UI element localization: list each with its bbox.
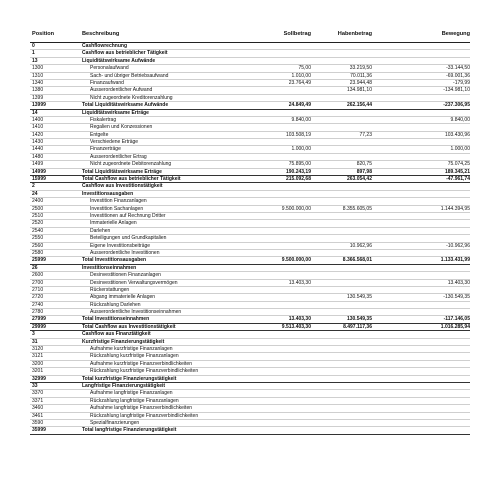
row-position: 35999 [32, 427, 46, 434]
row-description: Immaterielle Anlagen [90, 220, 137, 227]
table-row [30, 309, 470, 316]
row-description: Eigene Investitionsbeiträge [90, 242, 151, 249]
table-row [30, 294, 470, 301]
row-habenbetrag: 10.962,96 [349, 242, 372, 249]
row-description: Nicht zugeordnete Debitorenzahlung [90, 161, 172, 168]
row-position: 2740 [32, 301, 44, 308]
table-row [30, 257, 470, 264]
row-position: 13999 [32, 102, 46, 109]
table-row [30, 376, 470, 383]
row-position: 2510 [32, 212, 44, 219]
row-position: 25999 [32, 257, 46, 264]
row-bewegung: -130.549,35 [443, 294, 470, 301]
table-row [30, 206, 470, 213]
row-habenbetrag: 134.981,10 [346, 87, 372, 94]
row-position: 3 [32, 331, 35, 338]
row-position: 14999 [32, 168, 46, 175]
table-row [30, 73, 470, 80]
row-bewegung: 1.016.285,94 [440, 323, 470, 330]
table-row [30, 139, 470, 146]
row-position: 3121 [32, 353, 44, 360]
row-position: 2720 [32, 294, 44, 301]
row-sollbetrag: 13.403,30 [288, 316, 311, 323]
row-description: Spezialfinanzierungen [90, 419, 140, 426]
row-description: Ausserordentliche Investitionseinnahmen [90, 309, 182, 316]
row-description: Total Cashflow aus Investitionstätigkeit [82, 323, 176, 330]
table-row [30, 154, 470, 161]
row-description: Rückzahlung langfristige Finanzanlagen [90, 397, 179, 404]
row-description: Aufnahme langfristige Finanzanlagen [90, 390, 173, 397]
row-description: Rückzahlung langfristige Finanzverbindlichkeiten [90, 412, 199, 419]
row-description: Total Cashflow aus betrieblicher Tätigkeit [82, 176, 181, 183]
row-description: Ausserordentliche Investitionen [90, 249, 160, 256]
row-sollbetrag: 9.500.000,00 [281, 205, 311, 212]
row-sollbetrag: 9.513.403,30 [281, 323, 311, 330]
row-sollbetrag: 103.508,19 [285, 131, 311, 138]
row-bewegung: -134.981,10 [443, 87, 470, 94]
row-position: 2780 [32, 309, 44, 316]
row-bewegung: 1.133.431,99 [440, 257, 470, 264]
row-description: Investitionseinnahmen [82, 264, 137, 271]
row-habenbetrag: 262.156,44 [346, 102, 372, 109]
row-description: Verschiedene Erträge [90, 139, 139, 146]
row-habenbetrag: 23.944,48 [349, 79, 372, 86]
row-position: 26 [32, 264, 38, 271]
row-description: Abgang immaterielle Anlagen [90, 294, 156, 301]
row-description: Nicht zugeordnete Kreditorenzahlung [90, 94, 173, 101]
table-row [30, 87, 470, 94]
row-position: 32999 [32, 375, 46, 382]
row-position: 3371 [32, 397, 44, 404]
row-position: 15999 [32, 176, 46, 183]
row-description: Ausserordentlicher Ertrag [90, 153, 147, 160]
row-position: 31 [32, 338, 38, 345]
row-bewegung: -69.001,36 [446, 72, 470, 79]
table-row [30, 316, 470, 323]
table-row [30, 43, 470, 50]
row-sollbetrag: 1.010,00 [291, 72, 311, 79]
row-description: Regalien und Konzessionen [90, 124, 153, 131]
table-row [30, 287, 470, 294]
row-description: Cashflow aus Finanztätigkeit [82, 331, 151, 338]
row-bewegung: -179,99 [453, 79, 470, 86]
table-row [30, 235, 470, 242]
table-row [30, 405, 470, 412]
row-position: 1440 [32, 146, 44, 153]
row-sollbetrag: 24.849,49 [288, 102, 311, 109]
row-description: Entgelte [90, 131, 109, 138]
row-position: 0 [32, 43, 35, 49]
table-row [30, 243, 470, 250]
row-sollbetrag: 190.243,19 [285, 168, 311, 175]
table-row [30, 146, 470, 153]
row-description: Aufnahme kurzfristige Finanzanlagen [90, 346, 173, 353]
row-position: 24 [32, 190, 38, 197]
table-row [30, 272, 470, 279]
row-description: Total kurzfristige Finanzierungstätigkeit [82, 375, 177, 382]
row-position: 3461 [32, 412, 44, 419]
row-habenbetrag: 33.219,50 [349, 65, 372, 72]
row-position: 14 [32, 109, 38, 116]
row-habenbetrag: 8.497.117,36 [343, 323, 372, 330]
row-description: Total langfristige Finanzierungstätigkeit [82, 427, 177, 434]
row-sollbetrag: 9.840,00 [291, 116, 311, 123]
row-position: 1399 [32, 94, 44, 101]
table-row [30, 427, 470, 434]
row-position: 3201 [32, 368, 44, 375]
row-position: 2580 [32, 249, 44, 256]
row-description: Kurzfristige Finanzierungstätigkeit [82, 338, 165, 345]
row-description: Ausserordentlicher Aufwand [90, 87, 153, 94]
row-position: 3460 [32, 405, 44, 412]
table-row [30, 368, 470, 375]
row-description: Finanzaufwand [90, 79, 124, 86]
row-bewegung: -33.144,50 [446, 65, 470, 72]
row-position: 1340 [32, 79, 44, 86]
row-bewegung: 1.000,00 [450, 146, 470, 153]
row-description: Investitionen auf Rechnung Dritter [90, 212, 166, 219]
row-description: Rückzahlung Darlehen [90, 301, 141, 308]
row-description: Fiskalertrag [90, 116, 117, 123]
row-position: 3590 [32, 419, 44, 426]
row-habenbetrag: 130.549,35 [346, 294, 372, 301]
row-habenbetrag: 8.355.605,05 [342, 205, 372, 212]
row-description: Investitionsausgaben [82, 190, 134, 197]
row-description: Aufnahme langfristige Finanzverbindlichkeiten [90, 405, 193, 412]
table-row [30, 324, 470, 331]
row-position: 1420 [32, 131, 44, 138]
row-position: 1300 [32, 65, 44, 72]
row-bewegung: 189.345,21 [444, 168, 470, 175]
row-description: Cashflowrechnung [82, 43, 128, 49]
table-row [30, 65, 470, 72]
table-row [30, 183, 470, 190]
table-row [30, 213, 470, 220]
row-description: Rückzahlung kurzfristige Finanzverbindlichkeiten [90, 368, 199, 375]
table-row [30, 346, 470, 353]
row-habenbetrag: 820,75 [356, 161, 372, 168]
row-description: Total Investitionseinnahmen [82, 316, 150, 323]
header-beschreibung: Beschreibung [82, 31, 120, 37]
row-position: 29999 [32, 323, 46, 330]
row-position: 1410 [32, 124, 44, 131]
row-description: Rückerstattungen [90, 286, 130, 293]
row-position: 1380 [32, 87, 44, 94]
row-description: Sach- und übriger Betriebsaufwand [90, 72, 169, 79]
row-position: 2500 [32, 205, 44, 212]
header-bewegung: Bewegung [441, 31, 470, 37]
row-bewegung: 75.074,25 [447, 161, 470, 168]
header-sollbetrag: Sollbetrag [283, 31, 311, 37]
table-row [30, 124, 470, 131]
table-row [30, 191, 470, 198]
table-row [30, 265, 470, 272]
row-bewegung: 13.403,30 [447, 279, 470, 286]
table-row [30, 102, 470, 109]
row-position: 2550 [32, 235, 44, 242]
table-row [30, 220, 470, 227]
row-description: Desinvestitionen Finanzanlagen [90, 272, 161, 279]
row-position: 3120 [32, 346, 44, 353]
table-row [30, 250, 470, 257]
table-row [30, 50, 470, 57]
row-position: 1480 [32, 153, 44, 160]
table-row [30, 80, 470, 87]
row-description: Total Liquiditätswirksame Aufwände [82, 102, 169, 109]
row-habenbetrag: 70.011,36 [350, 72, 372, 79]
row-description: Total Investitionsausgaben [82, 257, 147, 264]
table-row [30, 161, 470, 168]
row-position: 1430 [32, 139, 44, 146]
row-position: 2710 [32, 286, 44, 293]
row-position: 2 [32, 183, 35, 190]
table-row [30, 383, 470, 390]
row-description: Investition Sachanlagen [90, 205, 144, 212]
row-sollbetrag: 215.092,68 [285, 176, 311, 183]
row-position: 2400 [32, 198, 44, 205]
row-description: Desinvestitionen Verwaltungsvermögen [90, 279, 178, 286]
row-description: Finanzerträge [90, 146, 121, 153]
row-bewegung: 103.430,96 [444, 131, 470, 138]
row-description: Langfristige Finanzierungstätigkeit [82, 382, 166, 389]
table-row [30, 398, 470, 405]
row-habenbetrag: 897,98 [356, 168, 372, 175]
table-row [30, 117, 470, 124]
table-row [30, 280, 470, 287]
table-row [30, 110, 470, 117]
row-position: 1400 [32, 116, 44, 123]
table-row [30, 176, 470, 183]
row-sollbetrag: 75,00 [298, 65, 311, 72]
row-habenbetrag: 263.054,42 [346, 176, 372, 183]
row-bewegung: -117.146,05 [443, 316, 470, 323]
row-sollbetrag: 13.403,30 [288, 279, 311, 286]
row-sollbetrag: 9.500.000,00 [281, 257, 311, 264]
row-position: 2520 [32, 220, 44, 227]
row-description: Investition Finanzanlagen [90, 198, 147, 205]
row-position: 2700 [32, 279, 44, 286]
row-habenbetrag: 77,23 [359, 131, 372, 138]
table-row [30, 420, 470, 427]
row-position: 1310 [32, 72, 44, 79]
row-position: 2560 [32, 242, 44, 249]
row-sollbetrag: 75.895,00 [288, 161, 311, 168]
table-row [30, 331, 470, 338]
row-position: 1 [32, 50, 35, 57]
row-description: Personalaufwand [90, 65, 129, 72]
row-bewegung: -237.306,95 [443, 102, 470, 109]
row-habenbetrag: 8.366.568,01 [342, 257, 372, 264]
row-description: Liquiditätswirksame Erträge [82, 109, 149, 116]
row-description: Darlehen [90, 227, 111, 234]
table-row [30, 302, 470, 309]
table-row [30, 58, 470, 65]
row-description: Beteiligungen und Grundkapitalien [90, 235, 167, 242]
row-position: 2600 [32, 272, 44, 279]
table-row [30, 169, 470, 176]
row-bewegung: -10.962,96 [446, 242, 470, 249]
row-position: 2540 [32, 227, 44, 234]
table-row [30, 198, 470, 205]
table-row [30, 413, 470, 420]
table-row [30, 132, 470, 139]
table-row [30, 390, 470, 397]
header-position: Position [32, 31, 55, 37]
row-position: 27999 [32, 316, 46, 323]
row-sollbetrag: 23.764,49 [288, 79, 311, 86]
row-habenbetrag: 130.549,35 [346, 316, 372, 323]
row-description: Cashflow aus betrieblicher Tätigkeit [82, 50, 168, 57]
table-row [30, 361, 470, 368]
cashflow-table [30, 43, 470, 435]
row-bewegung: -47.961,74 [446, 176, 470, 183]
row-description: Rückzahlung kurzfristige Finanzanlagen [90, 353, 179, 360]
row-position: 3370 [32, 390, 44, 397]
row-bewegung: 1.144.394,95 [440, 205, 470, 212]
header-habenbetrag: Habenbetrag [337, 31, 372, 37]
row-position: 33 [32, 382, 38, 389]
table-row [30, 339, 470, 346]
row-position: 3200 [32, 360, 44, 367]
table-row [30, 228, 470, 235]
row-description: Total Liquiditätswirksame Erträge [82, 168, 162, 175]
row-position: 13 [32, 57, 38, 64]
row-bewegung: 9.840,00 [450, 116, 470, 123]
row-description: Liquiditätswirksame Aufwände [82, 57, 156, 64]
row-description: Cashflow aus Investitionstätigkeit [82, 183, 163, 190]
row-description: Aufnahme kurzfristige Finanzverbindlichkeiten [90, 360, 192, 367]
table-row [30, 353, 470, 360]
row-position: 1499 [32, 161, 44, 168]
table-row [30, 95, 470, 102]
row-sollbetrag: 1.000,00 [291, 146, 311, 153]
